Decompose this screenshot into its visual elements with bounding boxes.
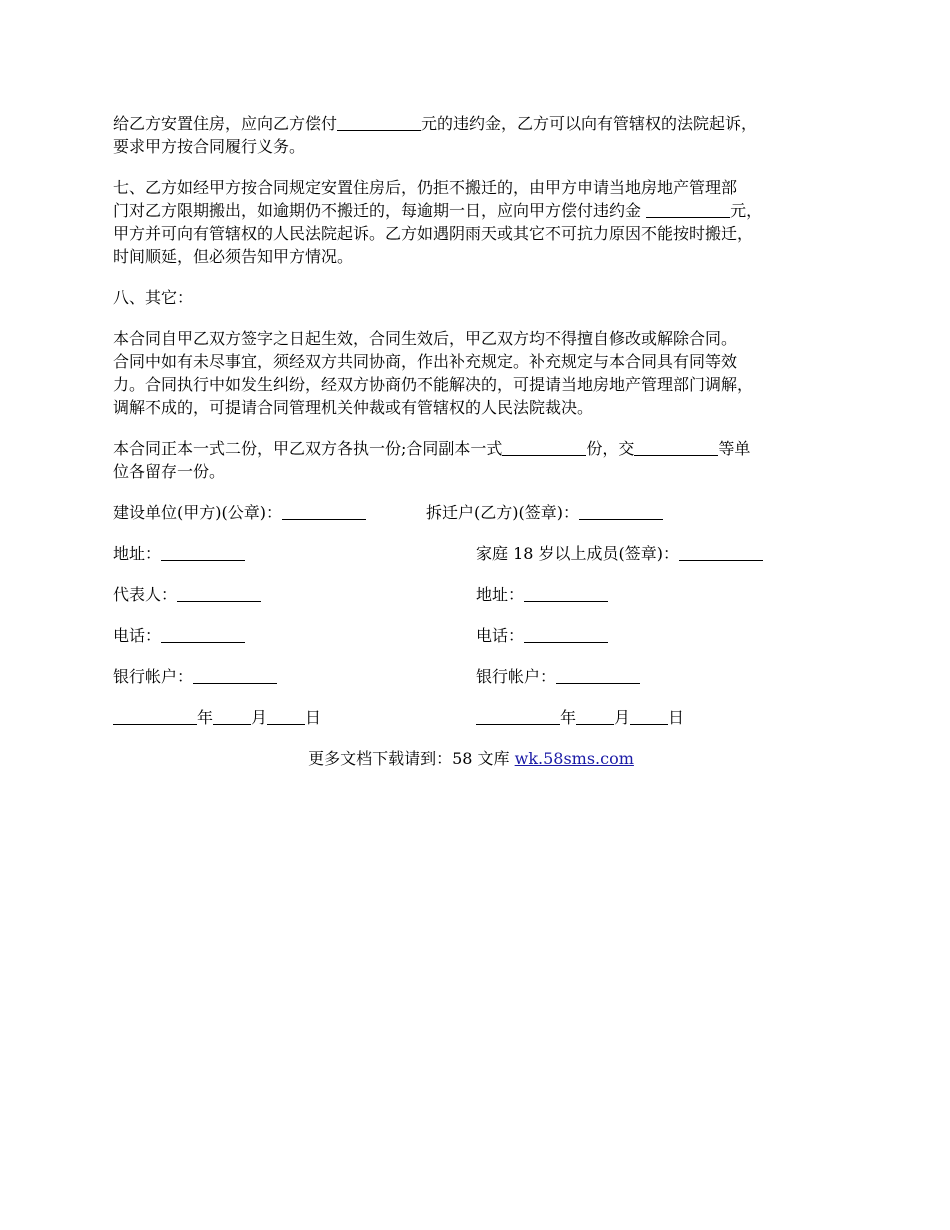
footer [113, 747, 829, 770]
blank-field[interactable] [630, 708, 668, 725]
date-left: 年 月 日 [113, 706, 321, 729]
document-page [113, 112, 853, 770]
phone-right: 电话： [476, 624, 608, 647]
paragraph-article-eight-heading [113, 286, 853, 309]
date-right: 年 月 日 [476, 706, 684, 729]
blank-field[interactable] [476, 708, 560, 725]
text-line: 给乙方安置住房，应向乙方偿付 元的违约金，乙方可以向有管辖权的法院起诉， [113, 114, 758, 133]
blank-field[interactable] [679, 544, 763, 561]
text-line: 合同中如有未尽事宜，须经双方共同协商，作出补充规定。补充规定与本合同具有同等效 [113, 352, 738, 371]
blank-field[interactable] [193, 667, 277, 684]
paragraph-article-seven [113, 176, 853, 268]
signature-row-phone [113, 624, 853, 647]
text-line: 要求甲方按合同履行义务。 [113, 137, 306, 156]
phone-left: 电话： [113, 624, 245, 647]
address-left: 地址： [113, 542, 245, 565]
blank-field[interactable] [634, 439, 718, 456]
blank-field[interactable] [556, 667, 640, 684]
text-line: 本合同正本一式二份，甲乙双方各执一份;合同副本一式 份，交 等单 [113, 439, 751, 458]
blank-field[interactable] [337, 114, 421, 131]
paragraph-effectiveness [113, 327, 853, 419]
blank-field[interactable] [579, 503, 663, 520]
text-line: 力。合同执行中如发生纠纷，经双方协商仍不能解决的，可提请当地房地产管理部门调解， [113, 375, 754, 394]
blank-field[interactable] [161, 544, 245, 561]
blank-field[interactable] [113, 708, 197, 725]
blank-field[interactable] [502, 439, 586, 456]
text-line: 门对乙方限期搬出，如逾期仍不搬迁的，每逾期一日，应向甲方偿付违约金 元， [113, 201, 763, 220]
family-members: 家庭 18 岁以上成员(签章)： [476, 542, 763, 565]
blank-field[interactable] [646, 201, 730, 218]
blank-field[interactable] [576, 708, 614, 725]
signature-row-address [113, 542, 853, 565]
text-line: 位各留存一份。 [113, 462, 226, 481]
footer-text: 更多文档下载请到：58 文库 [308, 749, 515, 768]
text-line: 调解不成的，可提请合同管理机关仲裁或有管辖权的人民法院裁决。 [113, 398, 594, 417]
text-line: 八、其它： [113, 288, 194, 307]
text-line: 七、乙方如经甲方按合同规定安置住房后，仍拒不搬迁的，由甲方申请当地房地产管理部 [113, 178, 738, 197]
text-line: 本合同自甲乙双方签字之日起生效，合同生效后，甲乙双方均不得擅自修改或解除合同。 [113, 329, 738, 348]
text-line: 甲方并可向有管辖权的人民法院起诉。乙方如遇阴雨天或其它不可抗力原因不能按时搬迁， [113, 224, 754, 243]
blank-field[interactable] [161, 626, 245, 643]
address-right: 地址： [476, 583, 608, 606]
blank-field[interactable] [524, 626, 608, 643]
blank-field[interactable] [282, 503, 366, 520]
party-b: 拆迁户(乙方)(签章)： [426, 501, 663, 524]
blank-field[interactable] [267, 708, 305, 725]
signature-row-bank [113, 665, 853, 688]
bank-left: 银行帐户： [113, 665, 277, 688]
text-line: 时间顺延，但必须告知甲方情况。 [113, 247, 354, 266]
signature-row-date [113, 706, 853, 729]
signature-row-parties [113, 501, 853, 524]
footer-link[interactable]: wk.58sms.com [514, 749, 634, 768]
party-a-unit: 建设单位(甲方)(公章)： [113, 501, 366, 524]
blank-field[interactable] [524, 585, 608, 602]
blank-field[interactable] [177, 585, 261, 602]
signature-row-representative [113, 583, 853, 606]
bank-right: 银行帐户： [476, 665, 640, 688]
paragraph-breach-penalty [113, 112, 853, 158]
paragraph-copies [113, 437, 853, 483]
blank-field[interactable] [213, 708, 251, 725]
representative: 代表人： [113, 583, 261, 606]
